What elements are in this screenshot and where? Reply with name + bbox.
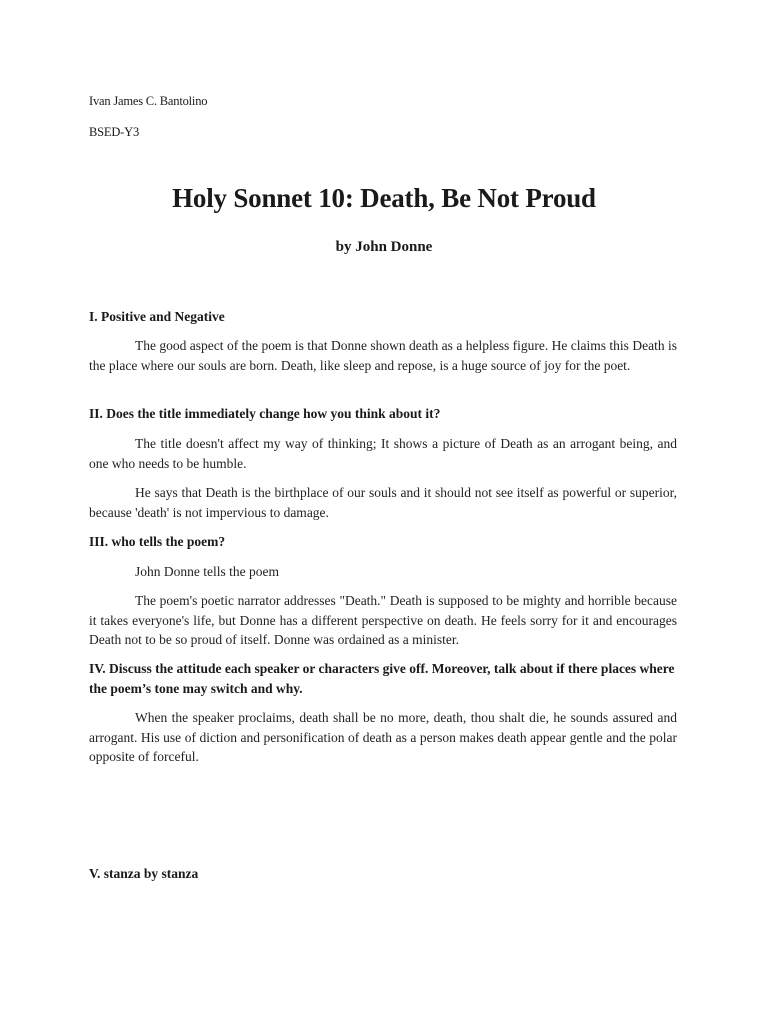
section-3-paragraph-2: The poem's poetic narrator addresses "Death." Death is supposed to be mighty and horrible because it takes everyone's life, but Donne has a different perspective on death. He feels sorry for it and encourages Death not to be so proud of itself. Donne was ordained as a minister. [89,593,677,647]
student-name: Ivan James C. Bantolino [89,94,208,108]
document-byline: by John Donne [335,239,433,255]
section-2-paragraph-1: The title doesn't affect my way of thinking; It shows a picture of Death as an arrogant being, and one who needs to be humble. [89,436,677,471]
section-3-paragraph-1: John Donne tells the poem [135,564,279,579]
section-heading-2: II. Does the title immediately change how you think about it? [89,406,441,421]
section-4-paragraph-1: When the speaker proclaims, death shall be no more, death, thou shalt die, he sounds assured and arrogant. His use of diction and personification of death as a person makes death appear gentle and the polar opposite of forceful. [89,710,677,764]
section-heading-4: IV. Discuss the attitude each speaker or characters give off. Moreover, talk about if there places where the poem’s tone may switch and why. [89,661,675,696]
course-code: BSED-Y3 [89,125,139,139]
section-heading-3: III. who tells the poem? [89,534,226,549]
section-heading-1: I. Positive and Negative [89,309,225,324]
document-title: Holy Sonnet 10: Death, Be Not Proud [172,183,596,213]
section-heading-5: V. stanza by stanza [89,866,199,881]
section-2-paragraph-2: He says that Death is the birthplace of our souls and it should not see itself as powerful or superior, because 'death' is not impervious to damage. [89,485,677,520]
section-1-paragraph-1: The good aspect of the poem is that Donne shown death as a helpless figure. He claims this Death is the place where our souls are born. Death, like sleep and repose, is a huge source of joy for the poet. [89,338,677,373]
